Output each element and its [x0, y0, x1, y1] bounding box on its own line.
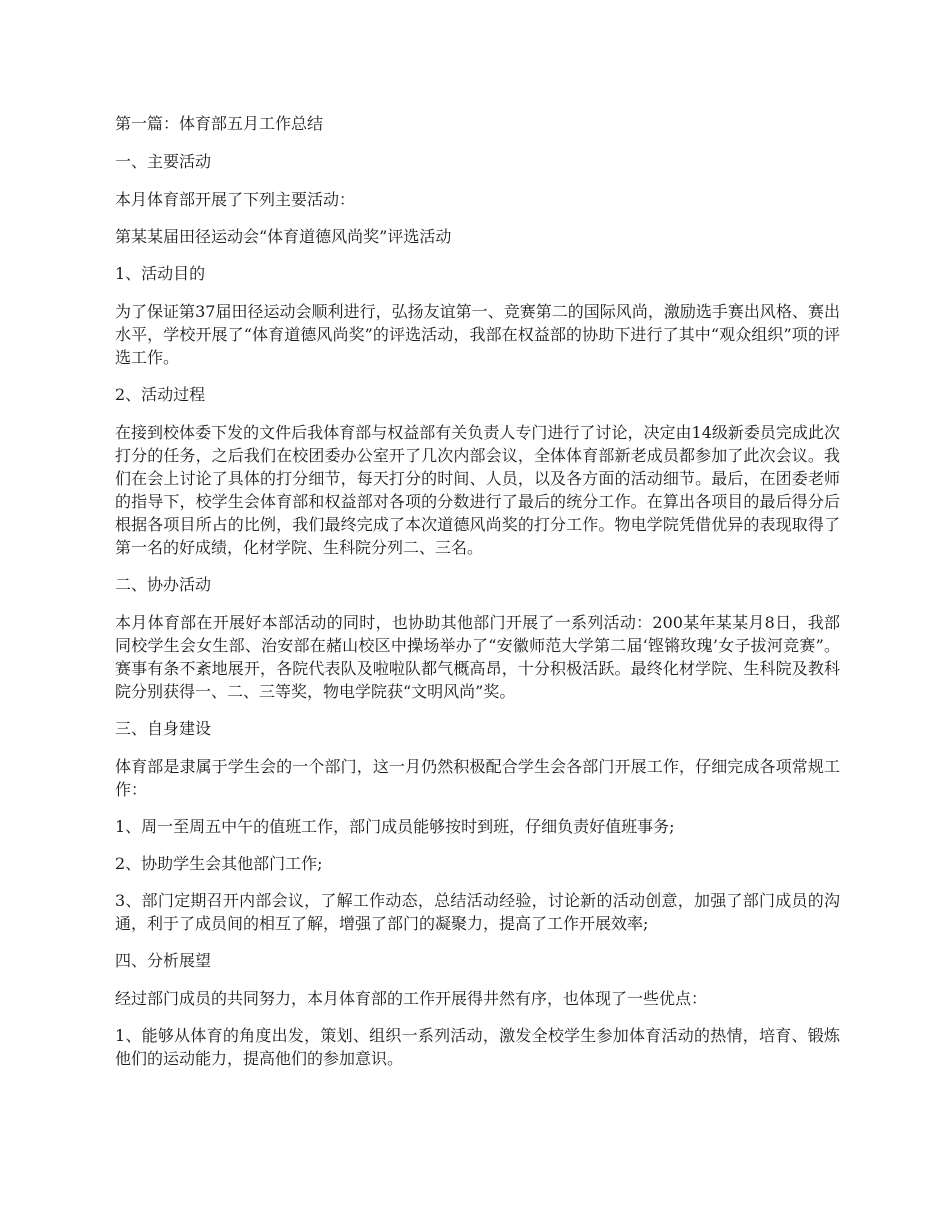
paragraph: 第某某届田径运动会“体育道德风尚奖”评选活动: [115, 227, 452, 246]
paragraph: 本月体育部开展了下列主要活动：: [115, 190, 356, 209]
section-heading-self-building: 三、自身建设: [115, 719, 212, 738]
subsection-heading-process: 2、活动过程: [115, 385, 206, 404]
paragraph: 为了保证第37届田径运动会顺利进行，弘扬友谊第一、竞赛第二的国际风尚，激励选手赛出风格、赛出水平，学校开展了“体育道德风尚奖”的评选活动，我部在权益部的协助下进行了其中“观众组织”项的评选工作。: [115, 302, 840, 367]
section-heading-main-activities: 一、主要活动: [115, 152, 212, 171]
list-item: 3、部门定期召开内部会议，了解工作动态，总结活动经验，讨论新的活动创意，加强了部门成员的沟通，利于了成员间的相互了解，增强了部门的凝聚力，提高了工作开展效率;: [115, 891, 840, 933]
paragraph: 在接到校体委下发的文件后我体育部与权益部有关负责人专门进行了讨论，决定由14级新委员完成此次打分的任务，之后我们在校团委办公室开了几次内部会议，全体体育部新老成员都参加了此次会议。我们在会上讨论了具体的打分细节，每天打分的时间、人员，以及各方面的活动细节。最后，在团委老师的指导下，校学生会体育部和权益部对各项的分数进行了最后的统分工作。在算出各项目的最后得分后根据各项目所占的比例，我们最终完成了本次道德风尚奖的打分工作。物电学院凭借优异的表现取得了第一名的好成绩，化材学院、生科院分列二、三名。: [115, 423, 840, 557]
list-item: 1、周一至周五中午的值班工作，部门成员能够按时到班，仔细负责好值班事务;: [115, 817, 675, 836]
list-item: 2、协助学生会其他部门工作;: [115, 854, 323, 873]
section-heading-analysis-outlook: 四、分析展望: [115, 951, 212, 970]
subsection-heading-purpose: 1、活动目的: [115, 264, 206, 283]
paragraph: 本月体育部在开展好本部活动的同时，也协助其他部门开展了一系列活动：200某年某某月8日，我部同校学生会女生部、治安部在赭山校区中操场举办了“安徽师范大学第二届‘铿锵玫瑰’女子拔河竞赛”。赛事有条不紊地展开，各院代表队及啦啦队都气概高昂，十分积极活跃。最终化材学院、生科院及教科院分别获得一、二、三等奖，物电学院获“文明风尚”奖。: [115, 613, 840, 701]
document-page: [115, 112, 840, 1084]
section-heading-co-hosted-activities: 二、协办活动: [115, 575, 212, 594]
paragraph: 经过部门成员的共同努力，本月体育部的工作开展得井然有序，也体现了一些优点：: [115, 989, 708, 1008]
list-item: 1、能够从体育的角度出发，策划、组织一系列活动，激发全校学生参加体育活动的热情，培育、锻炼他们的运动能力，提高他们的参加意识。: [115, 1026, 840, 1068]
document-title: 第一篇：体育部五月工作总结: [115, 114, 324, 133]
paragraph: 体育部是隶属于学生会的一个部门，这一月仍然积极配合学生会各部门开展工作，仔细完成各项常规工作：: [115, 757, 840, 799]
